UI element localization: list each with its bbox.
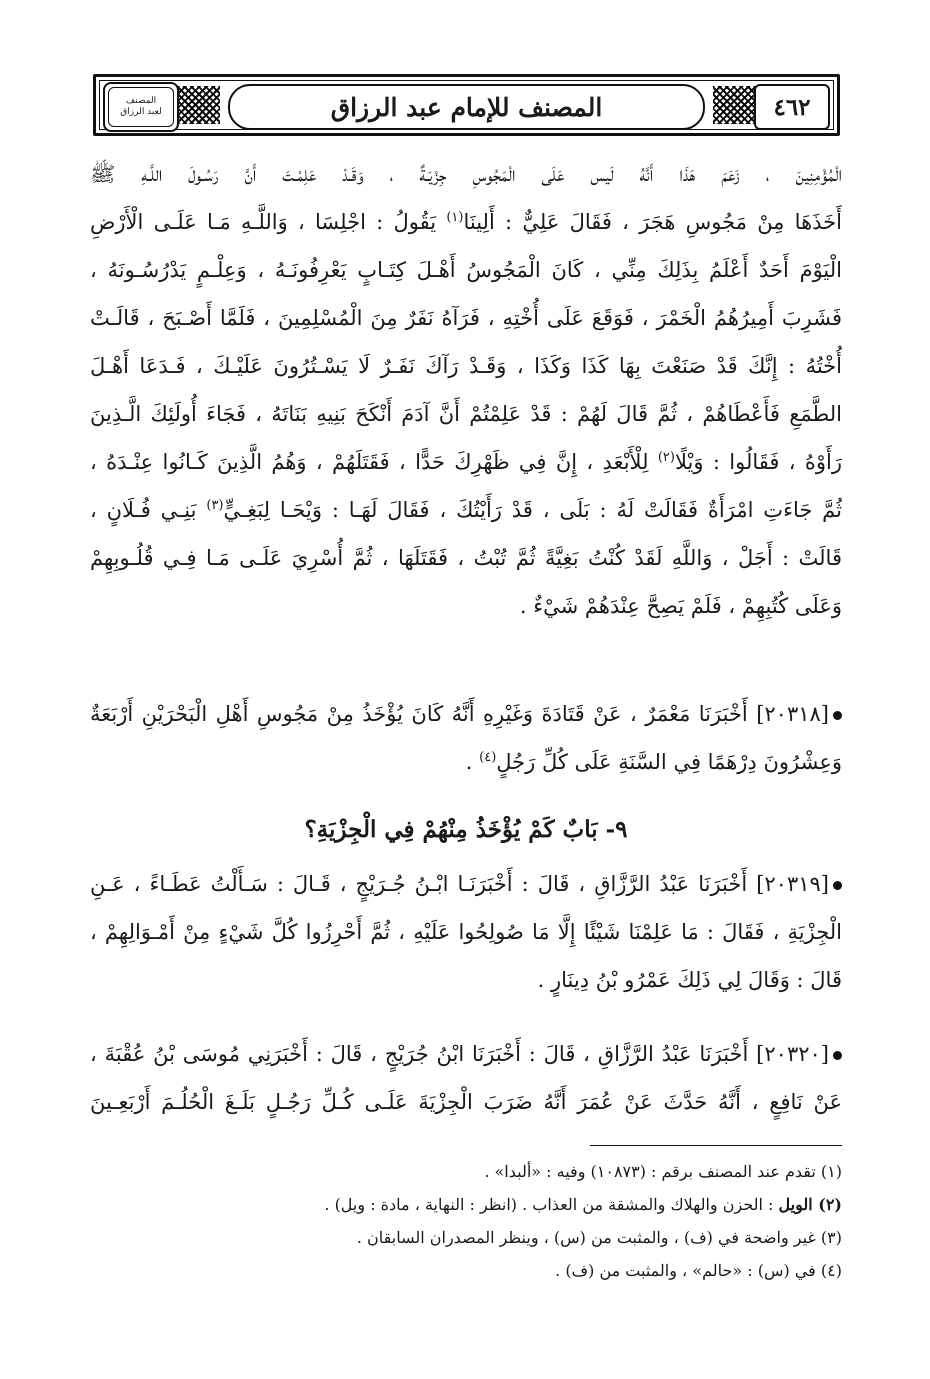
footnote-1: (١) تقدم عند المصنف برقم : (١٠٨٧٣) وفيه : «ألبدا» . (484, 1162, 842, 1181)
footnote-3: (٣) غير واضحة في (ف) ، والمثبت من (س) ، وينظر المصدران السابقان . (356, 1228, 842, 1247)
seal-line-2: لعبد الرزاق (120, 107, 162, 117)
text-line: الطَّمَعِ فَأَعْطَاهُمْ ، ثُمَّ قَالَ لَهُمْ : قَدْ عَلِمْتُمْ أَنَّ آدَمَ أَنْكَحَ بَنِيهِ بَنَاتَهُ ، فَجَاءَ أُولَئِكَ الَّـذِينَ (90, 402, 842, 426)
bullet-icon (833, 711, 842, 720)
text-line (90, 860, 842, 908)
header-ornament-right (713, 86, 755, 124)
text-line: أُخْتُهُ : إِنَّكَ قَدْ صَنَعْتَ بِهَا كَذَا وَكَذَا ، وَقَـدْ رَآكَ نَفَـرٌ لَا يَسْـتُرُونَ عَلَيْـكَ ، فَـدَعَا أَهْـلَ (90, 354, 842, 378)
text-line: الْيَوْمَ أَحَدٌ أَعْلَمُ بِذَلِكَ مِنِّي ، كَانَ الْمَجُوسُ أَهْـلَ كِتَـابٍ يَعْرِفُونَـهُ ، وَعِلْـمٍ يَدْرُسُـونَهُ ، (90, 258, 842, 282)
text-line (90, 1030, 842, 1078)
footnotes (90, 1155, 842, 1287)
bullet-icon (833, 881, 842, 890)
text-segment: [٢٠٣٢٠] أَخْبَرَنَا عَبْدُ الرَّزَّاقِ ، قَالَ : أَخْبَرَنَا ابْنُ جُرَيْجٍ ، قَالَ : أَخْبَرَنِي مُوسَى بْنُ عُقْبَةَ ، (90, 1042, 829, 1066)
text-segment: يَقُولُ : اجْلِسَا ، وَاللَّـهِ مَـا عَلَـى الْأَرْضِ (90, 210, 437, 234)
text-line: الْمُؤْمِنِينَ ، زَعَمَ هَذَا أَنَّهُ لَيس عَلَى الْمَجُوسِ جِزْيَـةٌ ، وَقَـدْ عَلِمْـتَ أَنَّ رَسُـولَ اللَّـهِ ﷺ (90, 162, 842, 186)
seal-ring (108, 87, 174, 127)
seal-line-1: المصنف (125, 96, 157, 106)
hadith-20319 (90, 860, 842, 1004)
footnote-2-text: : الحزن والهلاك والمشقة من العذاب . (انظر : النهاية ، مادة : ويل) . (324, 1195, 774, 1214)
text-segment: [٢٠٣١٨] أَخْبَرَنَا مَعْمَرٌ ، عَنْ قَتَادَةَ وَغَيْرِهِ أَنَّهُ كَانَ يُؤْخَذُ مِنْ مَجُوسِ أَهْلِ الْبَحْرَيْنِ أَرْبَعَةٌ (90, 702, 829, 726)
hadith-20320 (90, 1030, 842, 1126)
header-ornament-left (178, 86, 220, 124)
text-segment: لِلْأَبْعَدِ ، إِنَّ فِي ظَهْرِكَ حَدًّا ، فَقَتَلَهُمْ ، وَهُمُ الَّذِينَ كَـانُوا عِنْـدَهُ ، (90, 450, 649, 474)
text-line: الْجِزْيَةِ ، فَقَالَ : مَا عَلِمْنَا شَيْئًا إِلَّا مَا صُولِحُوا عَلَيْهِ ، ثُمَّ أَحْرِزُوا كُلَّ شَيْءٍ مِنْ أَمْـوَالِهِمْ ، (90, 920, 842, 944)
hadith-20318 (90, 690, 842, 786)
text-line (90, 198, 842, 246)
publisher-seal-logo (103, 82, 179, 132)
footnote-ref: (١) (446, 210, 464, 225)
bullet-icon (833, 1051, 842, 1060)
text-segment: رَأَوْهُ ، فَقَالُوا : وَيْلًا (674, 450, 842, 474)
text-line: عَنْ نَافِعٍ ، أَنَّهُ حَدَّثَ عَنْ عُمَرَ أَنَّهُ ضَرَبَ الْجِزْيَةَ عَلَـى كُـلِّ رَجُـلٍ بَلَـغَ الْحُلُـمَ أَرْبَعِـينَ (90, 1090, 842, 1114)
footnote-ref: (٢) (657, 450, 675, 465)
text-line (90, 438, 842, 486)
text-segment: بَنِـي فُـلَانٍ ، (90, 498, 197, 522)
text-line (90, 486, 842, 534)
footnote-ref: (٣) (206, 498, 224, 513)
page-number: ٤٦٢ (773, 93, 811, 121)
page-header (93, 74, 840, 136)
footnote-2 (90, 1188, 842, 1221)
book-title-cartouche (228, 84, 705, 130)
page-number-box (754, 84, 830, 130)
text-segment: ثُمَّ جَاءَتِ امْرَأَةٌ فَقَالَتْ لَهُ : بَلَى ، قَدْ رَأَيْتُكَ ، فَقَالَ لَهَـا : وَيْحَـا لِبَغِـيٍّ (223, 498, 842, 522)
chapter-heading: ٩- بَابٌ كَمْ يُؤْخَذُ مِنْهُمْ فِي الْجِزْيَةِ؟ (304, 816, 628, 843)
footnote-divider (590, 1145, 842, 1146)
text-line: فَشَرِبَ أَمِيرُهُمُ الْخَمْرَ ، فَوَقَعَ عَلَى أُخْتِهِ ، فَرَآهُ نَفَرٌ مِنَ الْمُسْلِمِينَ ، فَلَمَّا أَصْـبَحَ ، قَالَـتْ (90, 306, 842, 330)
text-segment: وَعِشْرُونَ دِرْهَمًا فِي السَّنَةِ عَلَى كُلِّ رَجُلٍ (496, 750, 842, 774)
narrative-block (90, 150, 842, 630)
text-line: وَعَلَى كُتُبِهِمْ ، فَلَمْ يَصِحَّ عِنْدَهُمْ شَيْءٌ . (519, 594, 842, 618)
text-line: قَالَتْ : أَجَلْ ، وَاللَّهِ لَقَدْ كُنْتُ بَغِيَّةً ثُمَّ تُبْتُ ، فَقَتَلَهَا ، ثُمَّ أُسْرِيَ عَلَـى مَـا فِـي قُلُـوبِهِمْ (90, 546, 842, 570)
text-segment: أَخَذَهَا مِنْ مَجُوسِ هَجَرَ ، فَقَالَ عَلِيٌّ : أَلِينَا (463, 210, 842, 234)
text-segment: [٢٠٣١٩] أَخْبَرَنَا عَبْدُ الرَّزَّاقِ ، قَالَ : أَخْبَرَنَـا ابْـنُ جُـرَيْجٍ ، قَـالَ : سَـأَلْتُ عَطَـاءً ، عَـنِ (90, 872, 829, 896)
text-line (90, 690, 842, 738)
footnote-2-label: (٢) الويل (778, 1195, 842, 1214)
book-title: المصنف للإمام عبد الرزاق (330, 92, 603, 122)
text-line: قَالَ : وَقَالَ لِي ذَلِكَ عَمْرُو بْنُ دِينَارٍ . (537, 968, 842, 992)
footnote-4: (٤) في (س) : «حالم» ، والمثبت من (ف) . (555, 1261, 842, 1280)
footnote-ref: (٤) (479, 750, 497, 765)
text-line: وَعِشْرُونَ دِرْهَمًا فِي السَّنَةِ عَلَى كُلِّ رَجُلٍ$^{(٤)}$ . (465, 750, 842, 774)
